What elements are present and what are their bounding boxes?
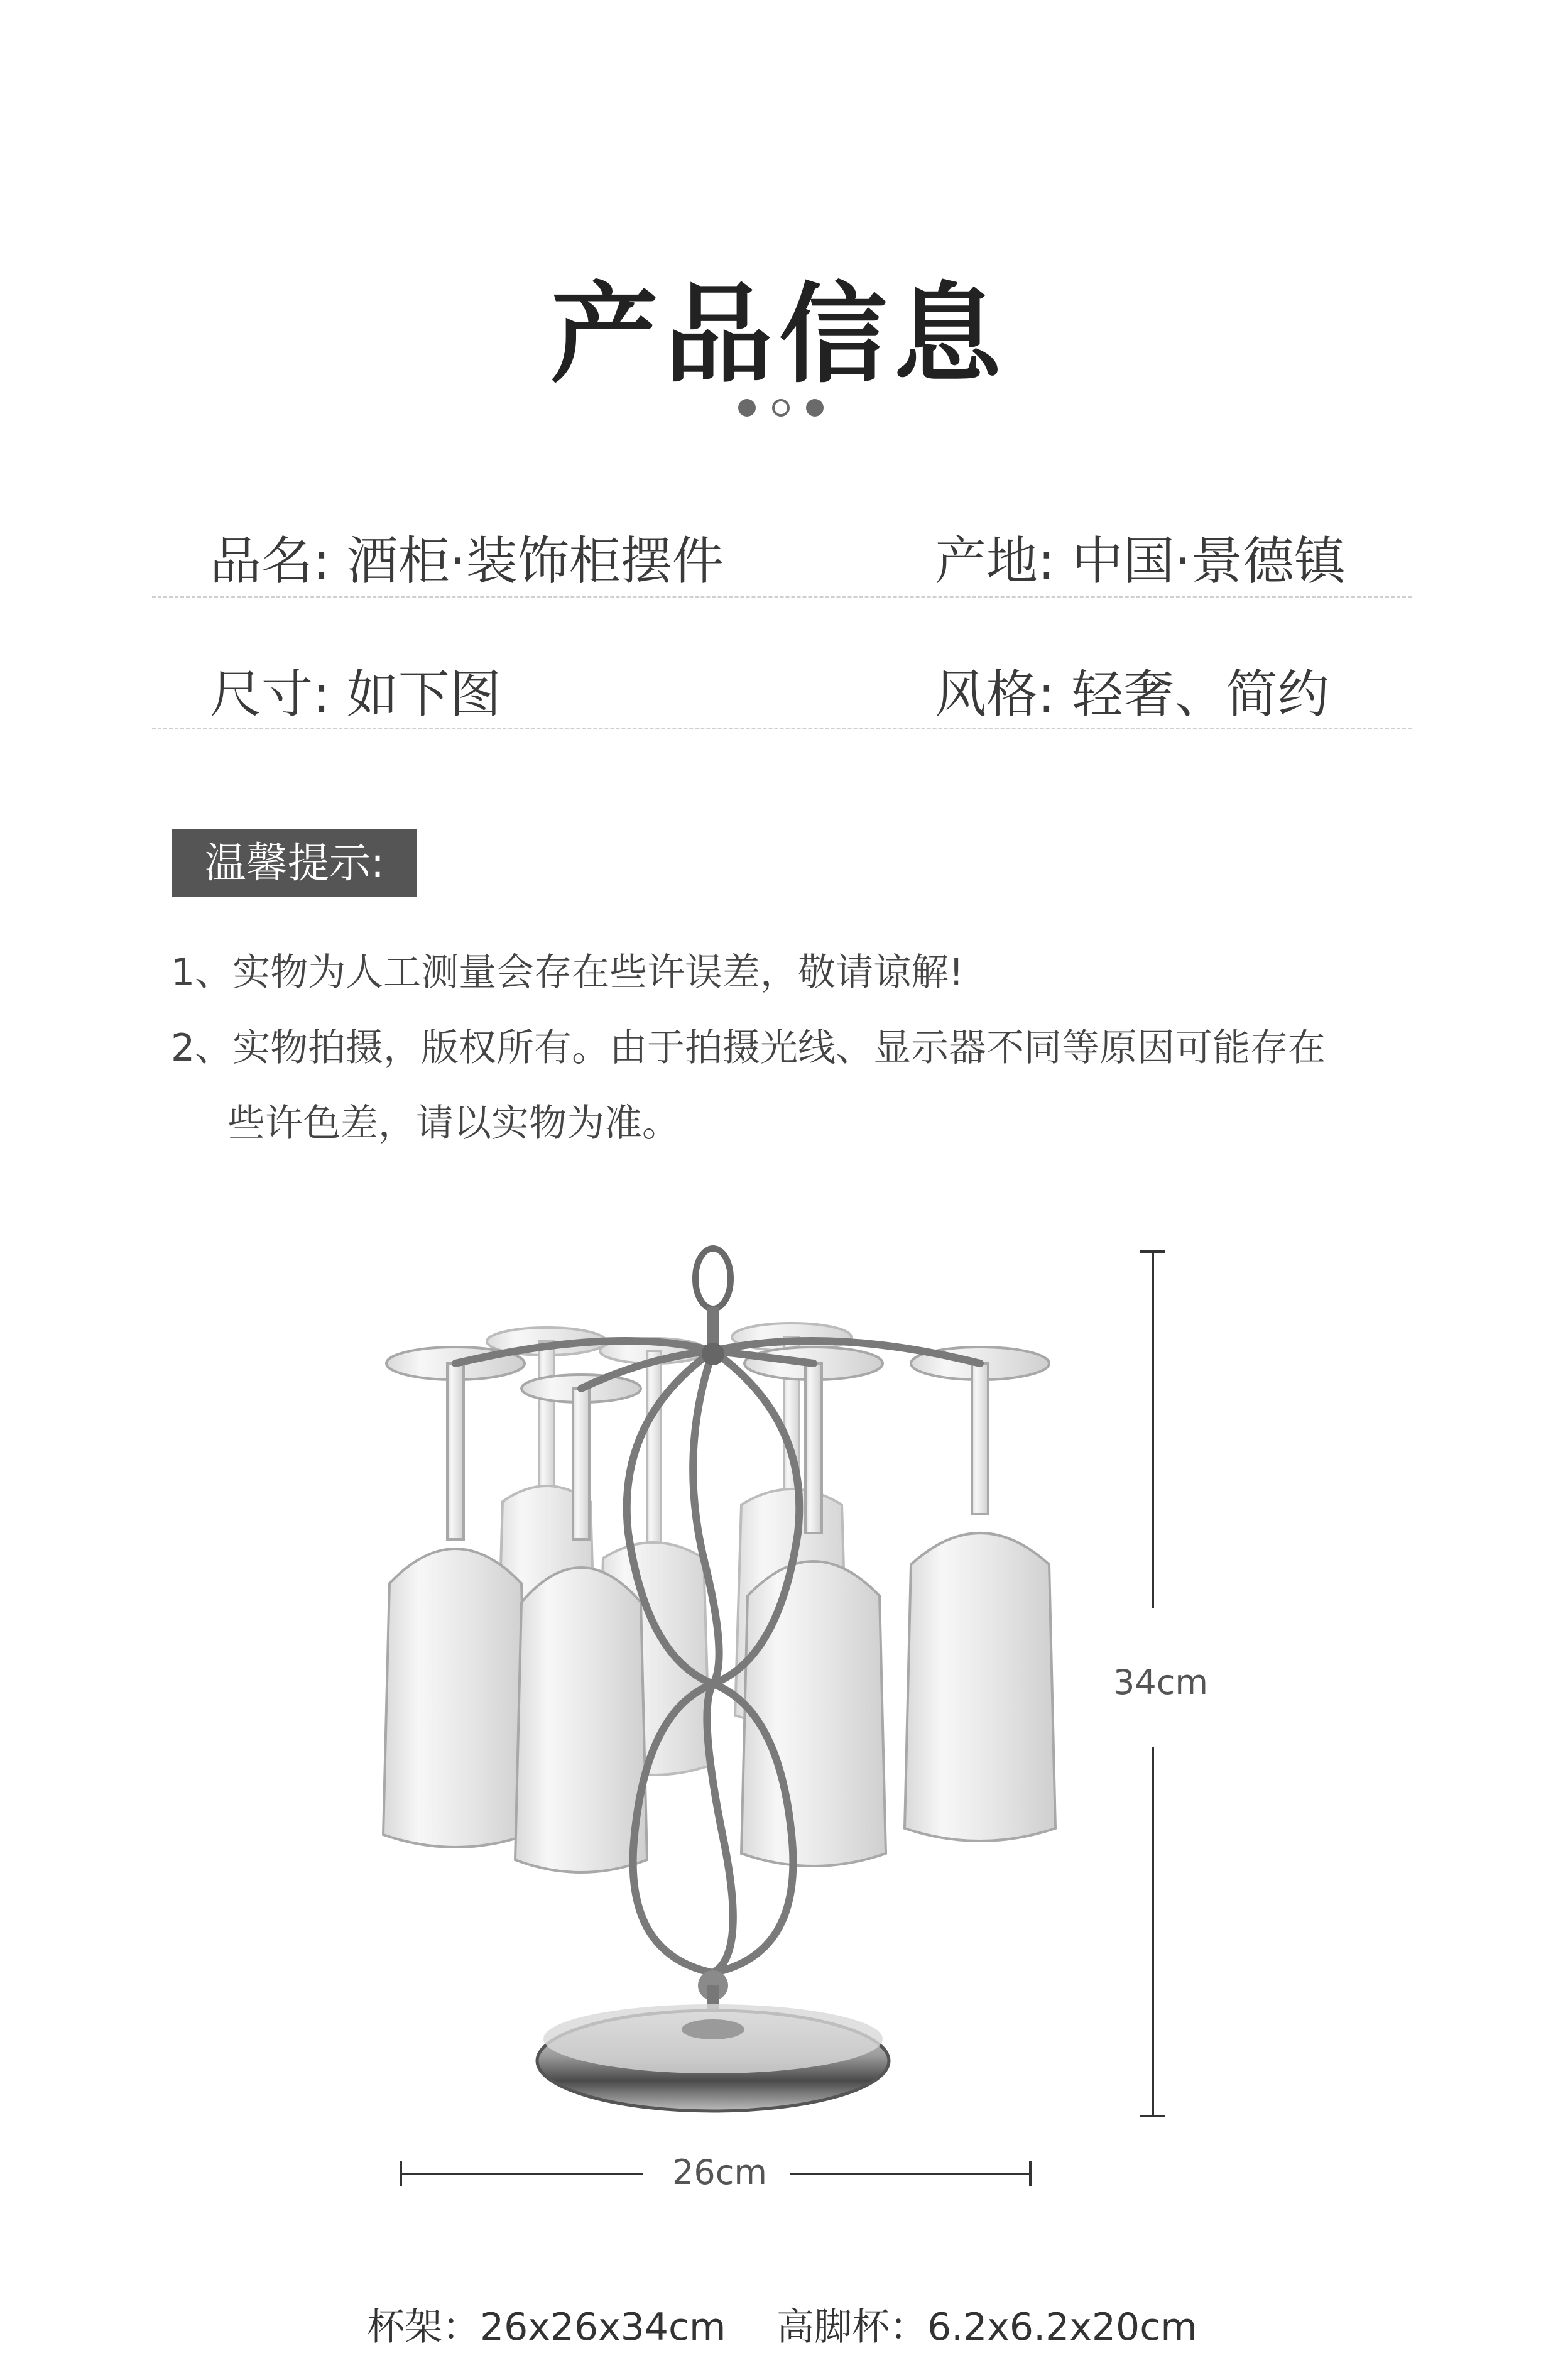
width-label: 26cm xyxy=(672,2153,768,2192)
dot-icon xyxy=(806,399,824,417)
title-dots-decoration xyxy=(738,399,826,424)
info-product-name: 品名: 酒柜·装饰柜摆件 xyxy=(210,532,724,591)
tip-line: 1、实物为人工测量会存在些许误差，敬请谅解! xyxy=(171,951,964,995)
dot-icon xyxy=(738,399,756,417)
divider xyxy=(152,728,1412,729)
product-image xyxy=(352,1231,1118,2124)
glass-spec: 高脚杯：6.2x6.2x20cm xyxy=(776,2305,1197,2349)
page-title: 产品信息 xyxy=(550,271,1008,398)
tip-line: 2、实物拍摄，版权所有。由于拍摄光线、显示器不同等原因可能存在 xyxy=(171,1026,1326,1070)
tip-line: 些许色差，请以实物为准。 xyxy=(227,1101,680,1145)
rack-spec: 杯架：26x26x34cm xyxy=(367,2305,726,2349)
tips-tag: 温馨提示: xyxy=(172,829,417,897)
info-size: 尺寸: 如下图 xyxy=(210,665,501,724)
height-label: 34cm xyxy=(1113,1662,1209,1702)
dot-icon xyxy=(772,399,790,417)
info-origin: 产地: 中国·景德镇 xyxy=(935,532,1346,591)
divider xyxy=(152,596,1412,598)
info-style: 风格: 轻奢、简约 xyxy=(935,665,1329,724)
